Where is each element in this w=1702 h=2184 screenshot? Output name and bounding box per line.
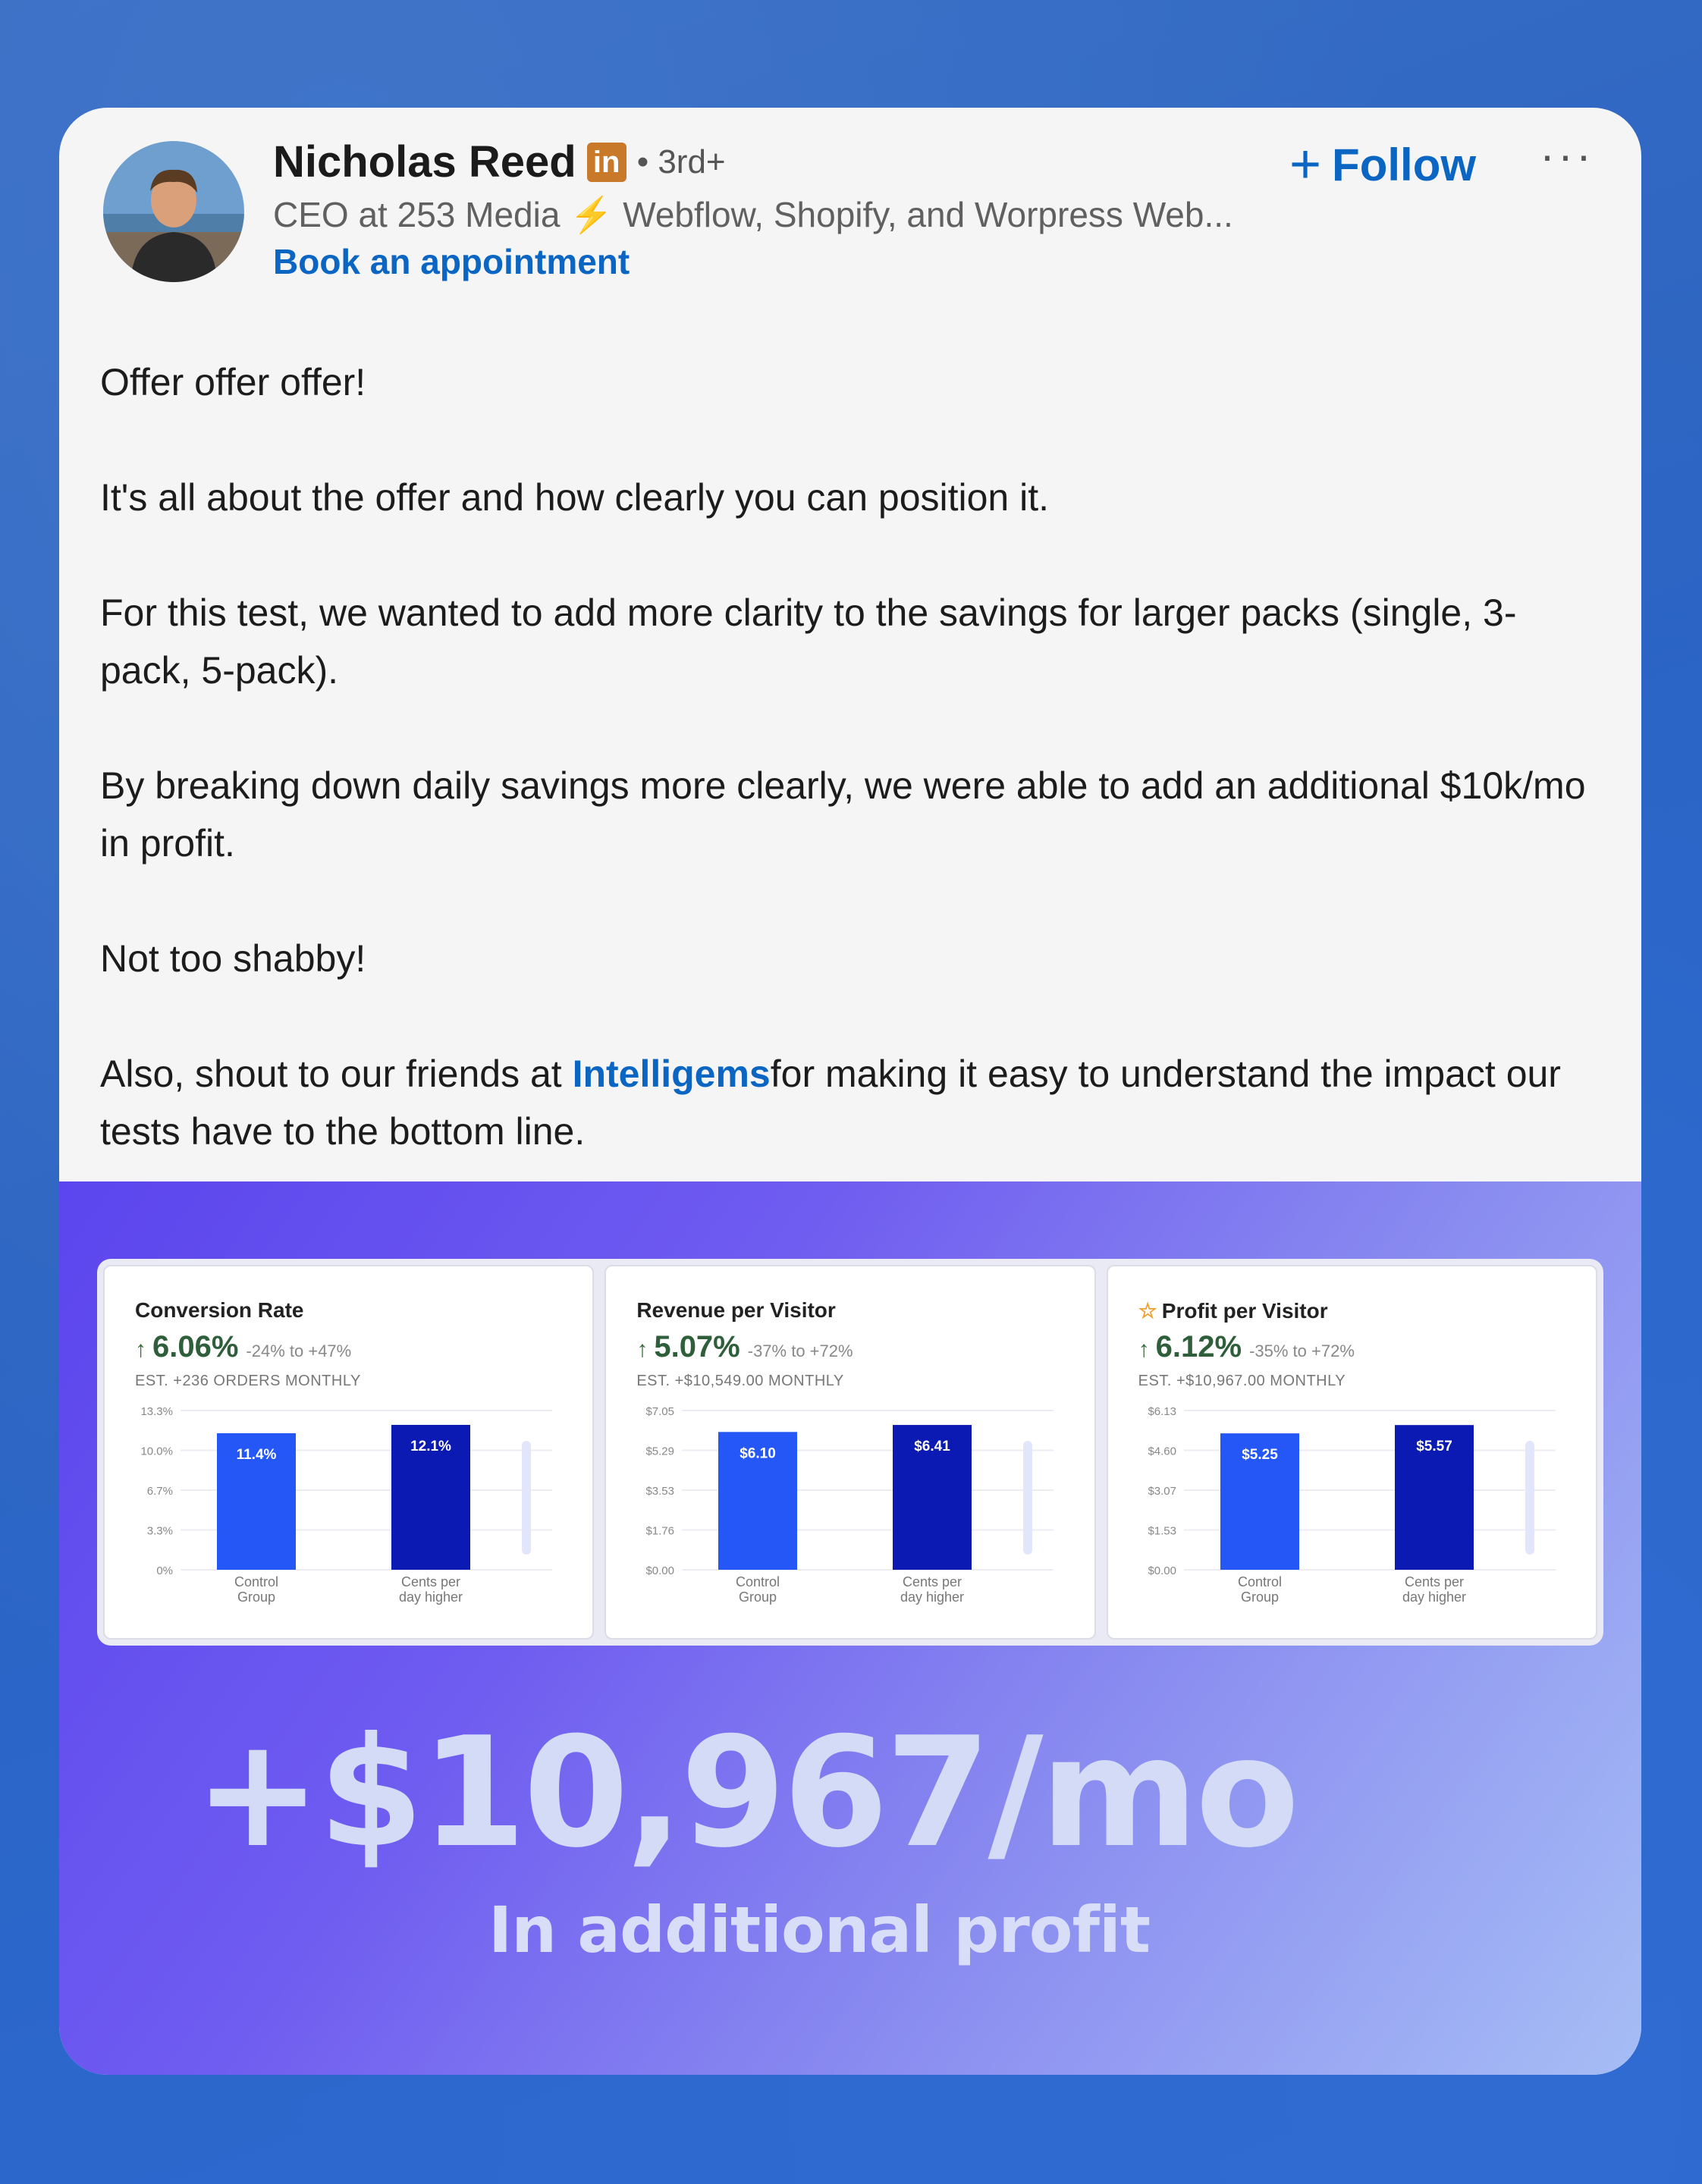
author-headline: [273, 194, 1233, 236]
intelligems-watermark-icon: [1023, 1441, 1032, 1555]
mention-intelligems[interactable]: Intelligems: [572, 1053, 771, 1095]
x-category-label: Control: [234, 1574, 279, 1589]
bar-value-label: 11.4%: [236, 1447, 277, 1463]
arrow-up-icon: ↑: [1138, 1337, 1150, 1362]
arrow-up-icon: ↑: [135, 1337, 146, 1362]
bar-value-label: $5.25: [1241, 1447, 1278, 1464]
post-body: [100, 353, 1602, 1218]
estimate-text: EST. +$10,967.00 MONTHLY: [1138, 1373, 1346, 1389]
profit-subline: In additional profit: [488, 1893, 1150, 1967]
y-tick-label: $1.53: [1148, 1524, 1176, 1538]
post-card: [59, 108, 1641, 2075]
lift-value: 5.07%: [654, 1330, 740, 1363]
metric-panel: [604, 1265, 1095, 1640]
x-category-label: Cents per: [1404, 1574, 1464, 1589]
bar-value-label: $5.57: [1415, 1439, 1452, 1455]
profit-headline: +$10,967/mo: [194, 1705, 1297, 1881]
lift-value: 6.12%: [1155, 1330, 1242, 1363]
post-paragraph: By breaking down daily savings more clearly, we were able to add an additional $10k/mo in profit.: [100, 764, 1586, 864]
x-category-label: Group: [1240, 1589, 1279, 1605]
bar-value-label: $6.41: [914, 1439, 951, 1455]
author-avatar[interactable]: [103, 141, 244, 282]
y-tick-label: $3.07: [1148, 1485, 1176, 1498]
x-category-label: Group: [739, 1589, 777, 1605]
post-paragraph: It's all about the offer and how clearly you can position it.: [100, 476, 1050, 519]
bar-value-label: 12.1%: [410, 1438, 451, 1454]
more-options-icon[interactable]: ···: [1540, 130, 1594, 180]
post-paragraph: For this test, we wanted to add more clarity to the savings for larger packs (single, 3-pack, 5-pack).: [100, 592, 1517, 692]
intelligems-watermark-icon: [522, 1441, 531, 1555]
author-name-row: [273, 136, 726, 187]
bar-chart: [127, 1403, 567, 1630]
arrow-up-icon: ↑: [636, 1337, 648, 1362]
panel-title: Conversion Rate: [135, 1298, 304, 1322]
lift-range: -37% to +72%: [747, 1341, 853, 1360]
panel-title: Profit per Visitor: [1161, 1299, 1328, 1323]
y-tick-label: 6.7%: [146, 1485, 173, 1498]
bar-value-label: $6.10: [740, 1445, 777, 1462]
book-appointment-link[interactable]: Book an appointment: [273, 242, 630, 281]
y-tick-label: $3.53: [645, 1485, 675, 1498]
metric-panel: [103, 1265, 594, 1640]
y-tick-label: 10.0%: [140, 1445, 173, 1458]
lightning-icon: ⚡: [570, 195, 614, 234]
author-name[interactable]: Nicholas Reed: [273, 137, 576, 187]
follow-button[interactable]: [1289, 133, 1476, 196]
connection-degree: • 3rd+: [636, 143, 726, 180]
x-category-label: Cents per: [400, 1574, 461, 1589]
y-tick-label: 13.3%: [140, 1405, 173, 1418]
headline-prefix: CEO at 253 Media: [273, 195, 561, 234]
metrics-panels: [97, 1259, 1603, 1646]
metric-panel: [1107, 1265, 1597, 1640]
y-tick-label: $6.13: [1148, 1405, 1176, 1418]
x-category-label: Group: [237, 1589, 276, 1605]
star-icon: ☆: [1138, 1299, 1157, 1323]
post-paragraph: Offer offer offer!: [100, 361, 366, 403]
y-tick-label: $4.60: [1148, 1445, 1176, 1458]
x-category-label: Cents per: [903, 1574, 962, 1589]
post-paragraph: [100, 1045, 1602, 1160]
x-category-label: Control: [1237, 1574, 1282, 1589]
y-tick-label: $1.76: [645, 1524, 675, 1538]
y-tick-label: $0.00: [645, 1564, 675, 1577]
post-paragraph: Not too shabby!: [100, 937, 366, 980]
x-category-label: day higher: [1402, 1589, 1466, 1605]
x-category-label: day higher: [398, 1589, 463, 1605]
y-tick-label: 3.3%: [146, 1524, 173, 1538]
x-category-label: Control: [736, 1574, 780, 1589]
estimate-text: EST. +$10,549.00 MONTHLY: [636, 1373, 844, 1389]
follow-label: Follow: [1332, 139, 1477, 190]
lift-value: 6.06%: [152, 1330, 239, 1363]
mention-suffix: for making it easy to understand the impact our tests have to the bottom line.: [100, 1053, 1561, 1153]
lift-range: -24% to +47%: [246, 1341, 352, 1360]
bar-chart: [1131, 1403, 1571, 1630]
estimate-text: EST. +236 ORDERS MONTHLY: [135, 1373, 361, 1389]
plus-icon: +: [1289, 134, 1322, 195]
x-category-label: day higher: [900, 1589, 965, 1605]
headline-suffix: Webflow, Shopify, and Worpress Web...: [623, 195, 1233, 234]
y-tick-label: $0.00: [1148, 1564, 1176, 1577]
lift-range: -35% to +72%: [1249, 1341, 1355, 1360]
intelligems-watermark-icon: [1525, 1441, 1534, 1555]
mention-prefix: Also, shout to our friends at: [100, 1053, 573, 1095]
y-tick-label: $5.29: [645, 1445, 675, 1458]
bar-chart: [629, 1403, 1069, 1630]
y-tick-label: 0%: [156, 1564, 173, 1577]
panel-title: Revenue per Visitor: [636, 1298, 836, 1322]
linkedin-premium-icon: in: [587, 143, 626, 182]
post-image[interactable]: [59, 1181, 1641, 2075]
y-tick-label: $7.05: [645, 1405, 675, 1418]
